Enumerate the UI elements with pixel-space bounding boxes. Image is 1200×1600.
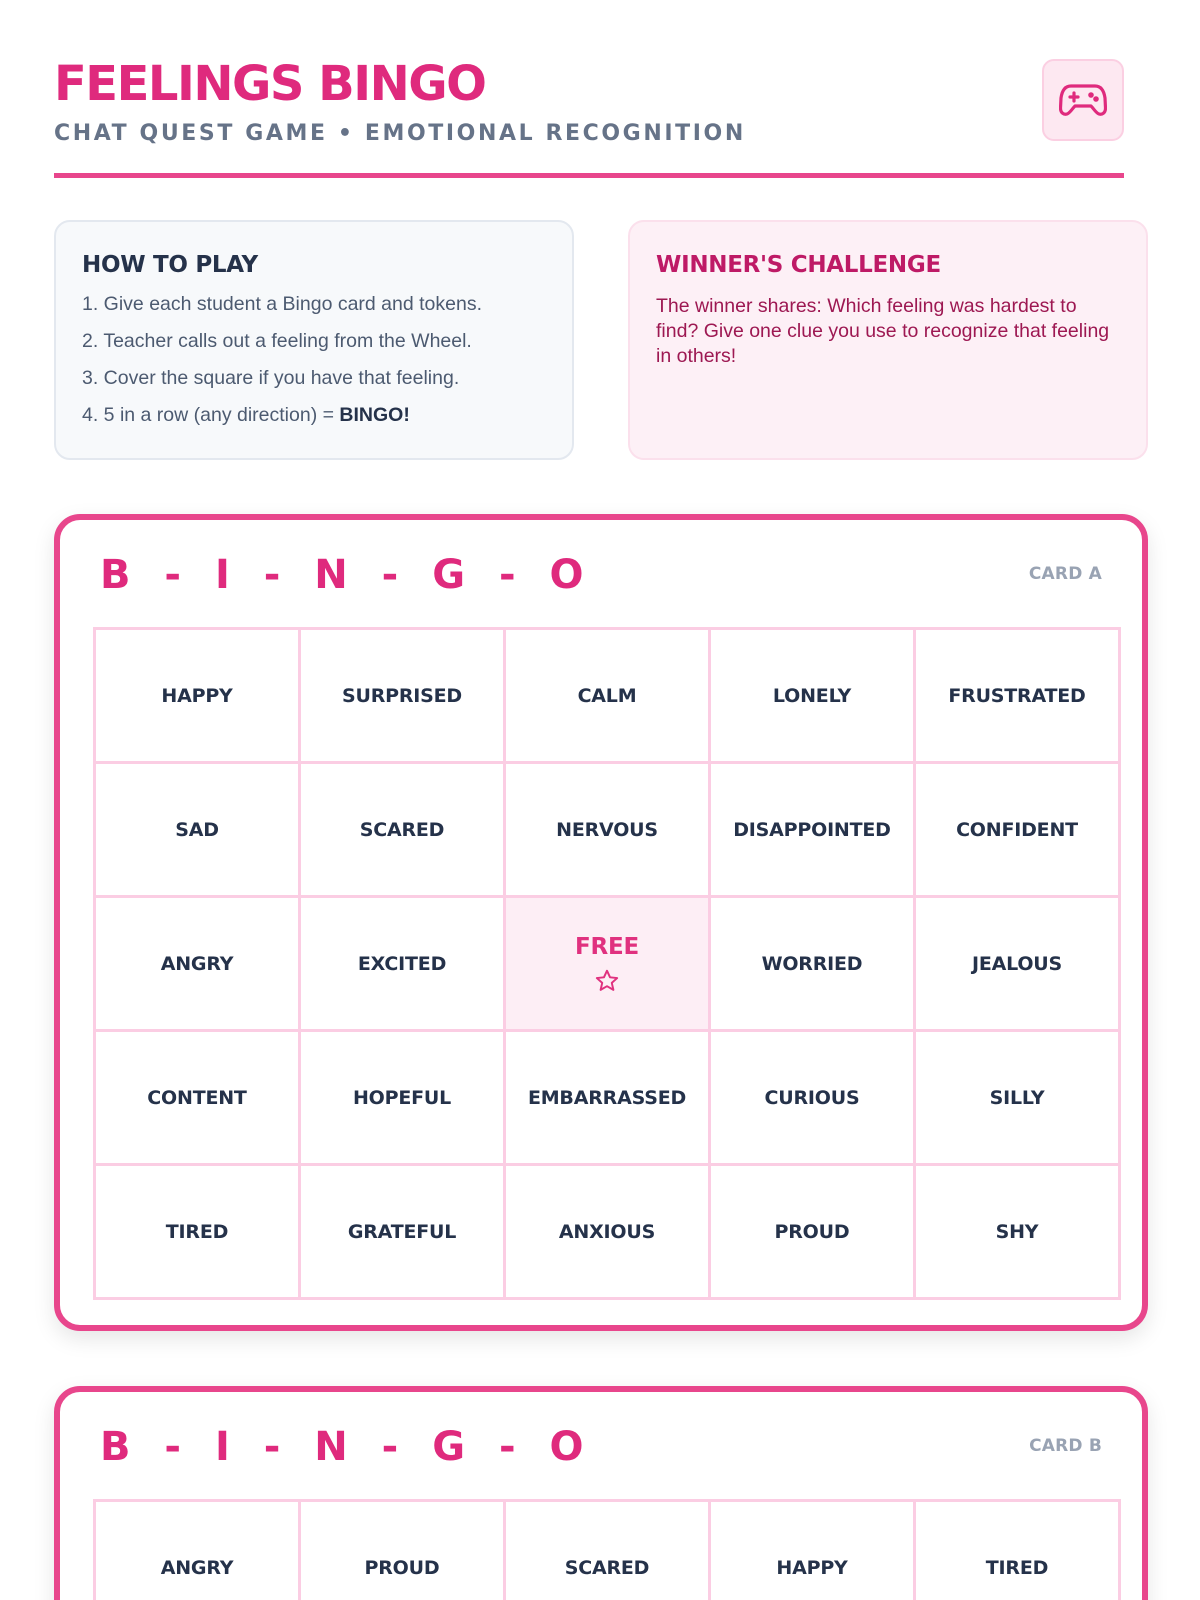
bingo-cell[interactable]: NERVOUS xyxy=(506,764,711,898)
bingo-card-a xyxy=(54,514,1148,1331)
winners-challenge-text: The winner shares: Which feeling was hardest to find? Give one clue you use to recognize that feeling in others! xyxy=(656,295,1110,367)
header xyxy=(54,58,1124,178)
bingo-cell[interactable]: PROUD xyxy=(301,1502,506,1600)
bingo-card-b xyxy=(54,1386,1148,1600)
how-to-play-panel xyxy=(54,220,574,460)
card-label: CARD A xyxy=(1028,564,1102,584)
page-subtitle: CHAT QUEST GAME • EMOTIONAL RECOGNITION xyxy=(54,121,746,146)
bingo-cell[interactable]: EXCITED xyxy=(301,898,506,1032)
how-to-play-title: HOW TO PLAY xyxy=(82,252,258,278)
bingo-cell[interactable]: LONELY xyxy=(711,630,916,764)
page-title: FEELINGS BINGO xyxy=(54,56,486,112)
bingo-cell[interactable]: CURIOUS xyxy=(711,1032,916,1166)
bingo-cell[interactable]: HOPEFUL xyxy=(301,1032,506,1166)
bingo-cell[interactable]: ANGRY xyxy=(96,1502,301,1600)
bingo-cell[interactable]: SHY xyxy=(916,1166,1121,1300)
bingo-cell[interactable]: FRUSTRATED xyxy=(916,630,1121,764)
bingo-heading: B - I - N - G - O xyxy=(100,552,594,598)
bingo-cell[interactable]: DISAPPOINTED xyxy=(711,764,916,898)
rule-item: 3. Cover the square if you have that feeling. xyxy=(82,367,460,389)
bingo-cell[interactable]: ANXIOUS xyxy=(506,1166,711,1300)
bingo-heading: B - I - N - G - O xyxy=(100,1424,594,1470)
rules-list xyxy=(82,292,546,427)
bingo-cell[interactable]: ANGRY xyxy=(96,898,301,1032)
rule-4-text: 4. 5 in a row (any direction) = xyxy=(82,404,340,426)
bingo-cell[interactable]: CONFIDENT xyxy=(916,764,1121,898)
bingo-grid xyxy=(93,627,1121,1300)
bingo-cell[interactable]: SAD xyxy=(96,764,301,898)
rule-4-bold: BINGO! xyxy=(339,404,410,426)
bingo-grid xyxy=(93,1499,1121,1600)
rule-item: 2. Teacher calls out a feeling from the Wheel. xyxy=(82,330,472,352)
bingo-cell[interactable]: GRATEFUL xyxy=(301,1166,506,1300)
card-header xyxy=(100,550,1102,600)
bingo-cell[interactable]: WORRIED xyxy=(711,898,916,1032)
header-divider xyxy=(54,173,1124,178)
gamepad-icon-badge xyxy=(1042,59,1124,141)
bingo-cell[interactable]: SILLY xyxy=(916,1032,1121,1166)
free-space-cell[interactable] xyxy=(506,898,711,1032)
bingo-cell[interactable]: TIRED xyxy=(96,1166,301,1300)
star-icon xyxy=(594,968,620,994)
bingo-cell[interactable]: PROUD xyxy=(711,1166,916,1300)
bingo-cell[interactable]: CALM xyxy=(506,630,711,764)
bingo-cell[interactable]: HAPPY xyxy=(711,1502,916,1600)
rule-item xyxy=(82,403,546,427)
bingo-cell[interactable]: JEALOUS xyxy=(916,898,1121,1032)
free-space-label: FREE xyxy=(574,933,640,960)
winners-challenge-panel xyxy=(628,220,1148,460)
bingo-cell[interactable]: CONTENT xyxy=(96,1032,301,1166)
winners-challenge-title: WINNER'S CHALLENGE xyxy=(656,252,941,278)
bingo-cell[interactable]: TIRED xyxy=(916,1502,1121,1600)
card-header xyxy=(100,1422,1102,1472)
card-label: CARD B xyxy=(1029,1436,1102,1456)
rule-item: 1. Give each student a Bingo card and tokens. xyxy=(82,293,483,315)
bingo-cell[interactable]: SCARED xyxy=(301,764,506,898)
bingo-cell[interactable]: SURPRISED xyxy=(301,630,506,764)
bingo-cell[interactable]: EMBARRASSED xyxy=(506,1032,711,1166)
gamepad-icon xyxy=(1059,82,1107,118)
bingo-cell[interactable]: SCARED xyxy=(506,1502,711,1600)
bingo-cell[interactable]: HAPPY xyxy=(96,630,301,764)
